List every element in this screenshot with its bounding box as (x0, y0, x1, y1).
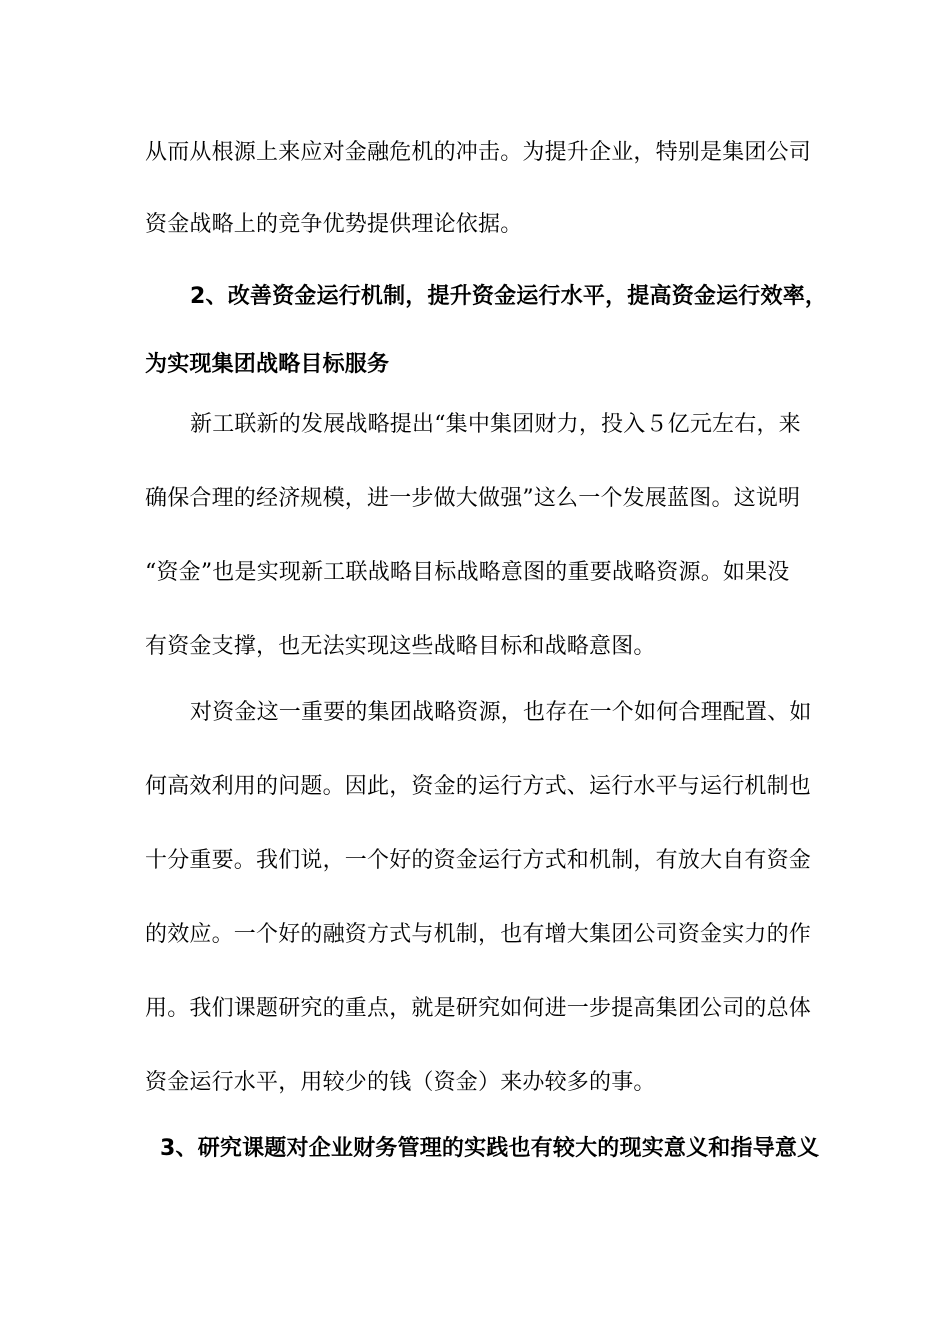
paragraph-line: 有资金支撑，也无法实现这些战略目标和战略意图。 (145, 634, 656, 659)
paragraph-line: 确保合理的经济规模，进一步做大做强”这么一个发展蓝图。这说明 (145, 486, 801, 511)
paragraph-line: 资金运行水平，用较少的钱（资金）来办较多的事。 (145, 1070, 656, 1095)
paragraph-line: 资金战略上的竞争优势提供理论依据。 (145, 212, 523, 237)
section-heading-2: 2、改善资金运行机制，提升资金运行水平，提高资金运行效率， (190, 284, 828, 309)
section-heading-3: 3、研究课题对企业财务管理的实践也有较大的现实意义和指导意义 (160, 1136, 820, 1161)
paragraph-line: “资金”也是实现新工联战略目标战略意图的重要战略资源。如果没 (145, 560, 790, 585)
paragraph-line: 十分重要。我们说，一个好的资金运行方式和机制，有放大自有资金 (145, 848, 812, 873)
paragraph-line: 用。我们课题研究的重点，就是研究如何进一步提高集团公司的总体 (145, 996, 812, 1021)
paragraph-line: 何高效利用的问题。因此，资金的运行方式、运行水平与运行机制也 (145, 774, 812, 799)
paragraph-line: 的效应。一个好的融资方式与机制，也有增大集团公司资金实力的作 (145, 922, 812, 947)
paragraph-line: 对资金这一重要的集团战略资源，也存在一个如何合理配置、如 (190, 700, 812, 725)
paragraph-line: 从而从根源上来应对金融危机的冲击。为提升企业，特别是集团公司 (145, 140, 812, 165)
paragraph-line: 新工联新的发展战略提出“集中集团财力，投入５亿元左右，来 (190, 412, 801, 437)
section-heading-2-continued: 为实现集团战略目标服务 (145, 352, 390, 377)
